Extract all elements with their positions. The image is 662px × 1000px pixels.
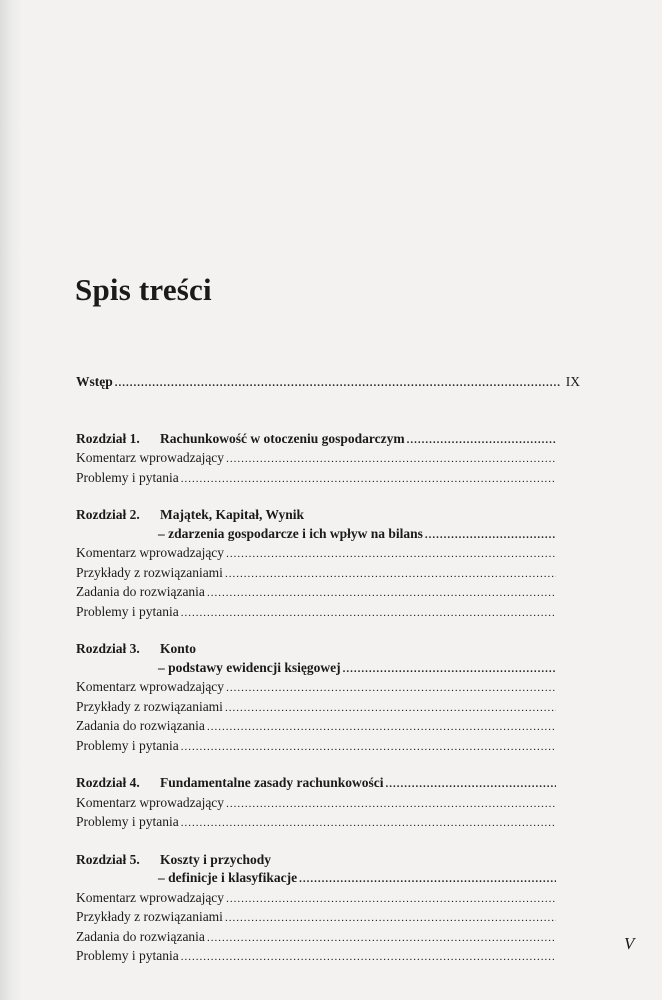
dot-leader [225,699,556,718]
toc-chapter-heading[interactable] [76,774,556,794]
toc-entry-label: Komentarz wprowadzający [76,794,225,810]
dot-leader [299,870,556,889]
toc-entry[interactable] [76,449,556,469]
toc-entry-label: Przykłady z rozwiązaniami [76,564,223,580]
dot-leader [386,775,556,794]
dot-leader [207,584,556,603]
toc-entry-label: Problemy i pytania [76,948,179,963]
dot-leader [181,814,556,833]
toc-chapter-2 [76,506,580,622]
toc-entry-label: Problemy i pytania [76,737,179,753]
toc-entry[interactable] [76,698,556,718]
dot-leader [181,470,556,489]
toc-entry-label: Komentarz wprowadzający [76,889,225,905]
chapter-subtitle: – podstawy ewidencji księgowej [158,659,341,675]
dot-leader [226,450,556,469]
toc-entry[interactable] [76,717,556,737]
dot-leader [226,795,556,814]
dot-leader [207,929,556,948]
chapter-subtitle: – definicje i klasyfikacje [158,870,298,885]
page-number: V [624,934,635,953]
chapter-number: Rozdział 2. [76,507,140,522]
chapter-number: Rozdział 4. [76,775,140,790]
toc-entry-label: Zadania do rozwiązania [76,928,205,944]
toc-entry-label: Zadania do rozwiązania [76,584,205,599]
dot-leader [425,526,556,545]
toc-chapter-1 [76,430,580,489]
toc-entry[interactable] [76,947,556,967]
chapter-title: Majątek, Kapitał, Wynik [160,507,305,522]
chapter-title: Konto [160,641,197,656]
toc-entry[interactable] [76,889,556,909]
table-of-contents [76,373,580,967]
toc-chapter-heading[interactable] [76,851,556,870]
toc-intro-label: Wstęp [76,374,113,389]
toc-entry[interactable] [76,469,556,489]
toc-entry[interactable] [76,678,556,698]
toc-entry[interactable] [76,737,556,757]
toc-entry[interactable] [76,564,556,584]
dot-leader [407,431,556,450]
dot-leader [181,738,556,757]
chapter-title: Koszty i przychody [160,851,271,867]
toc-chapter-4 [76,774,580,833]
toc-entry[interactable] [76,603,556,623]
toc-entry[interactable] [76,908,556,928]
toc-entry-label: Przykłady z rozwiązaniami [76,909,223,924]
toc-entry-label: Komentarz wprowadzający [76,545,225,560]
toc-entry-label: Problemy i pytania [76,814,179,829]
toc-entry-label: Komentarz wprowadzający [76,450,225,465]
dot-leader [226,545,556,564]
chapter-number: Rozdział 3. [76,641,140,656]
dot-leader [115,374,560,393]
toc-entry[interactable] [76,544,556,564]
toc-chapter-heading-cont[interactable] [76,869,556,889]
toc-entry[interactable] [76,794,556,814]
toc-chapter-heading-cont[interactable] [76,525,556,545]
dot-leader [181,948,556,967]
dot-leader [207,718,556,737]
toc-entry-label: Problemy i pytania [76,469,179,485]
chapter-title: Fundamentalne zasady rachunkowości [160,775,384,790]
toc-chapter-heading[interactable] [76,640,556,659]
toc-chapter-heading-cont[interactable] [76,659,556,679]
dot-leader [226,679,556,698]
toc-chapter-heading[interactable] [76,506,556,525]
toc-entry[interactable] [76,583,556,603]
page-title: Spis treści [75,272,212,307]
dot-leader [225,909,556,928]
toc-entry-label: Problemy i pytania [76,603,179,619]
chapter-number: Rozdział 5. [76,851,140,867]
dot-leader [225,565,556,584]
toc-entry[interactable] [76,813,556,833]
toc-entry-label: Przykłady z rozwiązaniami [76,698,223,714]
toc-chapter-heading[interactable] [76,430,556,450]
toc-chapter-5 [76,851,580,967]
toc-chapter-3 [76,640,580,756]
toc-intro-row[interactable] [76,373,580,393]
chapter-number: Rozdział 1. [76,430,140,446]
dot-leader [343,660,556,679]
toc-entry-label: Zadania do rozwiązania [76,718,205,733]
chapter-title: Rachunkowość w otoczeniu gospodarczym [160,430,405,446]
dot-leader [181,604,556,623]
toc-entry-label: Komentarz wprowadzający [76,679,225,694]
dot-leader [226,890,556,909]
toc-intro-page: IX [565,374,580,389]
chapter-subtitle: – zdarzenia gospodarcze i ich wpływ na bilans [158,525,423,541]
toc-entry[interactable] [76,928,556,948]
page-gutter-shadow [0,0,22,1000]
